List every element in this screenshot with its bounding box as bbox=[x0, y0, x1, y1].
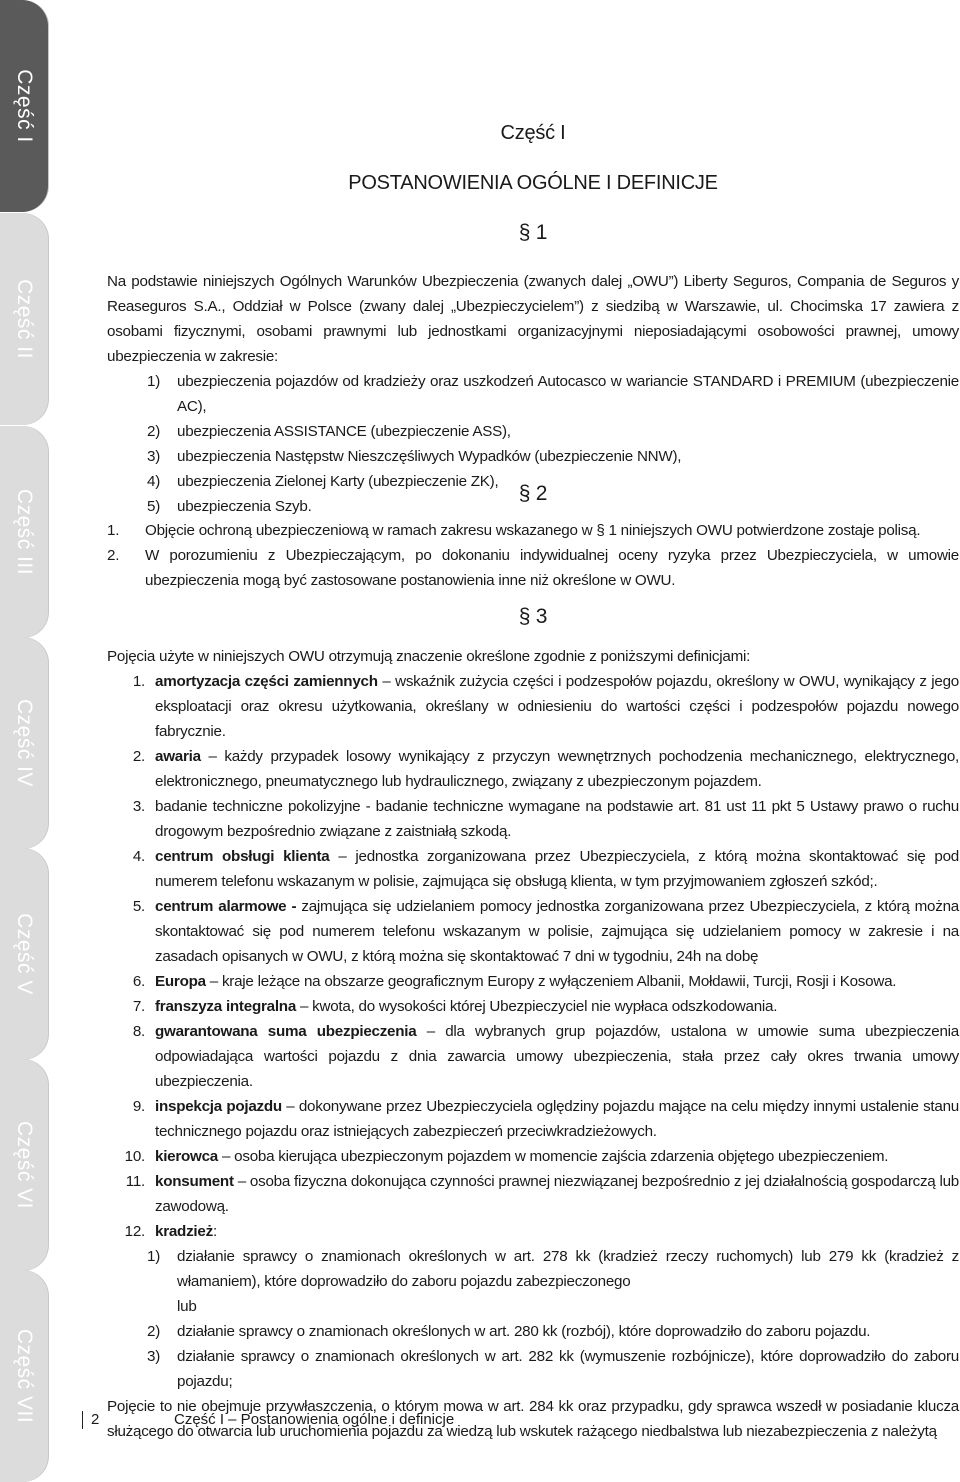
definition-number: 1. bbox=[132, 673, 145, 690]
tab-czesc-6[interactable] bbox=[0, 1059, 48, 1271]
item-number: 2. bbox=[107, 547, 120, 564]
definition-body: – kwota, do wysokości której Ubezpieczyciel nie wypłaca odszkodowania. bbox=[296, 998, 778, 1015]
list-item bbox=[107, 518, 959, 543]
item-text: W porozumieniu z Ubezpieczającym, po dokonaniu indywidualnej oceny ryzyka przez Ubezpieczyciela, w umowie ubezpieczenia mogą być zastosowane postanowienia inne niż określone w OWU. bbox=[145, 547, 959, 589]
definition-body: – osoba fizyczna dokonująca czynności prawnej niezwiązanej bezpośrednio z jej działalnością gospodarczą lub zawodową. bbox=[155, 1173, 959, 1215]
definition-body: – dokonywane przez Ubezpieczyciela oględziny pojazdu mające na celu między innymi ustalenie stanu technicznego pojazdu oraz istniejących zabezpieczeń przeciwkradzieżowych. bbox=[155, 1098, 959, 1140]
item-text: ubezpieczenia Następstw Nieszczęśliwych Wypadków (ubezpieczenie NNW), bbox=[177, 448, 682, 465]
definition-text bbox=[155, 1144, 959, 1169]
tab-label: Część VI bbox=[13, 1120, 36, 1210]
kradziez-number bbox=[107, 1294, 177, 1319]
definition-item bbox=[107, 1219, 959, 1244]
page-number: 2 bbox=[91, 1411, 100, 1428]
tab-czesc-1[interactable] bbox=[0, 0, 48, 212]
section-2-heading: § 2 bbox=[518, 482, 548, 505]
definition-number: 2. bbox=[132, 748, 145, 765]
part-label: Część I bbox=[500, 122, 566, 144]
definition-number: 5. bbox=[132, 898, 145, 915]
definition-text bbox=[155, 994, 959, 1019]
kradziez-number: 2) bbox=[147, 1323, 161, 1340]
definition-term: inspekcja pojazdu bbox=[155, 1098, 282, 1115]
item-number: 4) bbox=[147, 473, 161, 490]
definition-text bbox=[155, 1169, 959, 1219]
definition-body: : bbox=[212, 1223, 217, 1240]
kradziez-note: Pojęcie to nie obejmuje przywłaszczenia, o którym mowa w art. 284 kk oraz przypadku, gdy sprawca wszedł w posiadanie klucza służącego do otwarcia lub uruchomienia pojazdu za wiedzą lub wskutek rażącego niedbalstwa lub niezabezpieczenia z należytą bbox=[107, 1398, 959, 1440]
definition-text bbox=[155, 669, 959, 744]
tab-label: Część V bbox=[13, 913, 36, 995]
definition-item bbox=[107, 1169, 959, 1219]
tab-czesc-2[interactable] bbox=[0, 213, 48, 425]
definition-text bbox=[155, 744, 959, 794]
tab-label: Część III bbox=[13, 488, 36, 576]
kradziez-text: działanie sprawcy o znamionach określonych w art. 282 kk (wymuszenie rozbójnicze), które doprowadziło do zaboru pojazdu; bbox=[177, 1348, 959, 1390]
definition-item bbox=[107, 744, 959, 794]
definition-term: centrum obsługi klienta bbox=[155, 848, 330, 865]
part-title: POSTANOWIENIA OGÓLNE I DEFINICJE bbox=[348, 172, 718, 194]
definition-item bbox=[107, 1019, 959, 1094]
definition-item bbox=[107, 794, 959, 844]
footer-title: Część I – Postanowienia ogólne i definicje bbox=[174, 1411, 455, 1428]
tab-czesc-5[interactable] bbox=[0, 848, 48, 1060]
definition-item bbox=[107, 1094, 959, 1144]
item-text: ubezpieczenia Szyb. bbox=[177, 498, 312, 515]
definition-item bbox=[107, 894, 959, 969]
kradziez-item bbox=[107, 1294, 959, 1319]
definition-number: 10. bbox=[124, 1148, 145, 1165]
definition-number: 12. bbox=[124, 1223, 145, 1240]
definition-number: 3. bbox=[132, 798, 145, 815]
definition-number: 7. bbox=[132, 998, 145, 1015]
definition-item bbox=[107, 1144, 959, 1169]
definition-item bbox=[107, 969, 959, 994]
page-footer bbox=[82, 1408, 455, 1432]
list-item bbox=[107, 369, 959, 419]
definition-body: – dla wybranych grup pojazdów, ustalona w umowie suma ubezpieczenia odpowiadająca wartości pojazdu z dnia zawarcia umowy ubezpieczenia, stała przez cały okres trwania umowy ubezpieczenia. bbox=[155, 1023, 959, 1090]
item-text: Objęcie ochroną ubezpieczeniową w ramach zakresu wskazanego w § 1 niniejszych OWU potwierdzone zostaje polisą. bbox=[145, 522, 921, 539]
kradziez-item bbox=[107, 1344, 959, 1394]
definition-term: centrum alarmowe - bbox=[155, 898, 297, 915]
section-3 bbox=[107, 644, 959, 1444]
item-number: 2) bbox=[147, 423, 161, 440]
kradziez-text: działanie sprawcy o znamionach określonych w art. 280 kk (rozbój), które doprowadziło do zaboru pojazdu. bbox=[177, 1323, 871, 1340]
section-1-heading: § 1 bbox=[518, 221, 548, 244]
item-number: 3) bbox=[147, 448, 161, 465]
section-1-intro: Na podstawie niniejszych Ogólnych Warunków Ubezpieczenia (zwanych dalej „OWU”) Liberty Seguros, Compania de Seguros y Reaseguros S.A., Oddział w Polsce (zwany dalej „Ubezpieczycielem”) z siedzibą w Warszawie, ul. Chocimska 17 zawiera z osobami fizycznymi, osobami prawnymi lub jednostkami organizacyjnymi nieposiadającymi osobowości prawnej, umowy ubezpieczenia w zakresie: bbox=[107, 273, 959, 365]
definition-body: – jednostka zorganizowana przez Ubezpieczyciela, z którą można skontaktować się pod numerem telefonu wskazanym w polisie, zajmująca się obsługą klienta, w tym przyjmowaniem zgłoszeń szkód;. bbox=[155, 848, 960, 890]
list-item bbox=[107, 543, 959, 593]
definition-term: kradzież bbox=[155, 1223, 213, 1240]
kradziez-item bbox=[107, 1244, 959, 1294]
item-text: ubezpieczenia ASSISTANCE (ubezpieczenie ASS), bbox=[177, 423, 511, 440]
definition-term: kierowca bbox=[155, 1148, 219, 1165]
definition-body: – wskaźnik zużycia części i podzespołów pojazdu, określony w OWU, wynikający z jego eksploatacji oraz okresu użytkowania, określany w odniesieniu do wartości części i podzespołów pojazdu nowego fabrycznie. bbox=[155, 673, 959, 740]
definition-number: 9. bbox=[132, 1098, 145, 1115]
kradziez-item bbox=[107, 1319, 959, 1344]
footer-divider bbox=[82, 1411, 83, 1429]
item-number: 1) bbox=[147, 373, 161, 390]
definition-number: 11. bbox=[125, 1173, 145, 1190]
definition-text bbox=[155, 969, 959, 994]
definition-body: – osoba kierująca ubezpieczonym pojazdem w momencie zajścia zdarzenia objętego ubezpieczeniem. bbox=[218, 1148, 889, 1165]
kradziez-list bbox=[107, 1244, 959, 1394]
definition-term: Europa bbox=[155, 973, 206, 990]
item-text: ubezpieczenia pojazdów od kradzieży oraz uszkodzeń Autocasco w wariancie STANDARD i PREMIUM (ubezpieczenie AC), bbox=[177, 373, 959, 415]
kradziez-text: lub bbox=[177, 1298, 197, 1315]
definition-text bbox=[155, 1219, 959, 1244]
definition-text bbox=[155, 1094, 959, 1144]
definition-term: amortyzacja części zamiennych bbox=[155, 673, 378, 690]
tab-label: Część IV bbox=[13, 698, 36, 788]
definition-term: konsument bbox=[155, 1173, 234, 1190]
definition-text bbox=[155, 794, 959, 844]
section-2 bbox=[107, 518, 959, 593]
section-3-intro: Pojęcia użyte w niniejszych OWU otrzymują znaczenie określone zgodnie z poniższymi definicjami: bbox=[107, 648, 751, 665]
tab-czesc-4[interactable] bbox=[0, 637, 48, 849]
tab-label: Część I bbox=[13, 69, 37, 143]
kradziez-number: 3) bbox=[147, 1348, 161, 1365]
section-3-heading: § 3 bbox=[518, 605, 548, 628]
list-item bbox=[107, 419, 959, 444]
definition-term: gwarantowana suma ubezpieczenia bbox=[155, 1023, 417, 1040]
definition-term: franszyza integralna bbox=[155, 998, 297, 1015]
item-number: 1. bbox=[107, 522, 120, 539]
item-number: 5) bbox=[147, 498, 161, 515]
item-text: ubezpieczenia Zielonej Karty (ubezpieczenie ZK), bbox=[177, 473, 499, 490]
tab-label: Część VII bbox=[13, 1328, 37, 1424]
definition-number: 6. bbox=[132, 973, 145, 990]
definition-body: – kraje leżące na obszarze geograficznym Europy z wyłączeniem Albanii, Mołdawii, Turcji, Rosji i Kosowa. bbox=[205, 973, 897, 990]
kradziez-text: działanie sprawcy o znamionach określonych w art. 278 kk (kradzież rzeczy ruchomych) lub 279 kk (kradzież z włamaniem), które doprowadziło do zaboru pojazdu zabezpieczonego bbox=[177, 1248, 959, 1290]
definition-number: 4. bbox=[132, 848, 145, 865]
definition-text bbox=[155, 894, 959, 969]
definition-term: awaria bbox=[155, 748, 201, 765]
kradziez-number: 1) bbox=[147, 1248, 161, 1265]
definition-number: 8. bbox=[132, 1023, 145, 1040]
tab-czesc-3[interactable] bbox=[0, 426, 48, 638]
definition-body: zajmująca się udzielaniem pomocy jednostka zorganizowana przez Ubezpieczyciela, z którą można skontaktować się pod numerem telefonu wskazanym w polisie, zajmująca się udzielaniem pomocy w zakresie i na zasadach opisanych w OWU, z którą można się skontaktować 7 dni w tygodniu, 24h na dobę bbox=[155, 898, 959, 965]
tab-czesc-7[interactable] bbox=[0, 1270, 48, 1482]
section-tabs bbox=[0, 0, 50, 1481]
list-item bbox=[107, 444, 959, 469]
tab-label: Część II bbox=[13, 279, 37, 359]
definition-body: badanie techniczne pokolizyjne - badanie techniczne wymagane na podstawie art. 81 ust 11 pkt 5 Ustawy prawo o ruchu drogowym bezpośrednio związane z zaistniałą szkodą. bbox=[155, 798, 959, 840]
definition-item bbox=[107, 844, 959, 894]
definition-item bbox=[107, 994, 959, 1019]
definition-text bbox=[155, 844, 959, 894]
definition-body: – każdy przypadek losowy wynikający z przyczyn wewnętrznych pochodzenia mechanicznego, elektrycznego, elektronicznego, pneumatycznego lub hydraulicznego, związany z ubezpieczonym pojazdem. bbox=[155, 748, 959, 790]
definition-item bbox=[107, 669, 959, 744]
definitions-list bbox=[107, 669, 959, 1244]
definition-text bbox=[155, 1019, 959, 1094]
